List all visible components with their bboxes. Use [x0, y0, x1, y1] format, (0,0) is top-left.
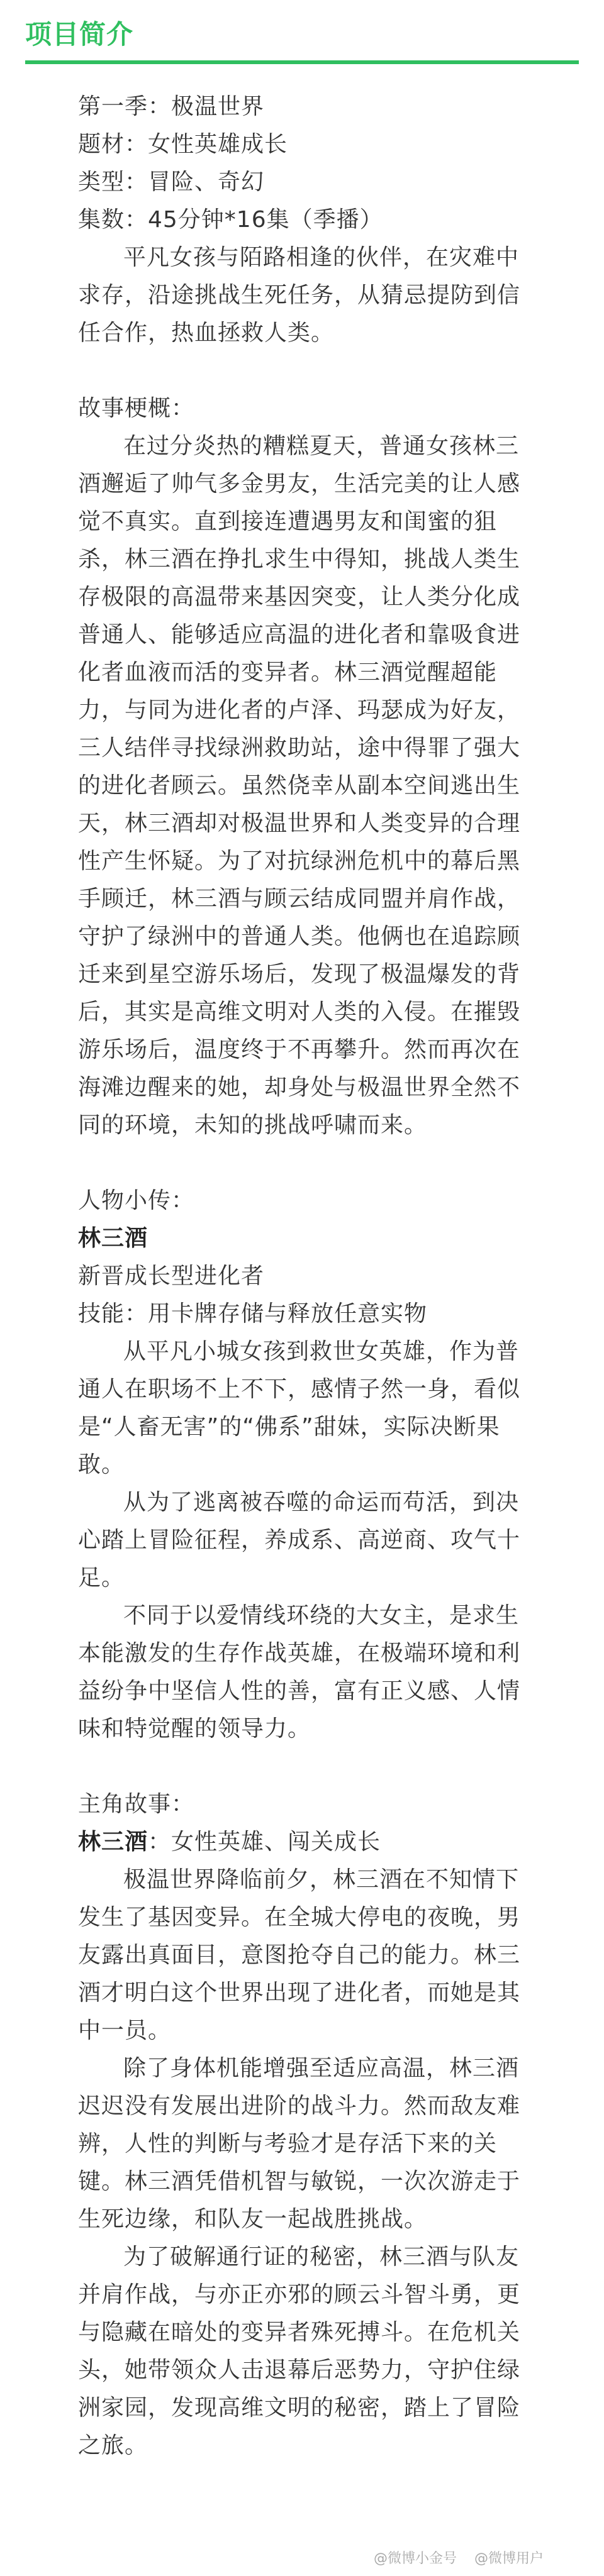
- watermark: [374, 2548, 544, 2567]
- character-subtitle: 新晋成长型进化者: [78, 1263, 265, 1289]
- story-heading: 主角故事：: [78, 1791, 195, 1817]
- characters-heading: 人物小传：: [78, 1188, 195, 1213]
- synopsis-heading: 故事梗概：: [78, 395, 195, 421]
- character-name: 林三酒: [78, 1225, 148, 1251]
- story-paragraph: 为了破解通行证的秘密，林三酒与队友并肩作战，与亦正亦邪的顾云斗智斗勇，更与隐藏在暗处的变异者殊死搏斗。在危机关头，她带领众人击退幕后恶势力，守护住绿洲家园，发现高维文明的秘密，踏上了冒险之旅。: [78, 2244, 521, 2458]
- story-paragraph: 极温世界降临前夕，林三酒在不知情下发生了基因变异。在全城大停电的夜晚，男友露出真面目，意图抢夺自己的能力。林三酒才明白这个世界出现了进化者，而她是其中一员。: [78, 1867, 521, 2043]
- theme-line: 题材：女性英雄成长: [78, 131, 288, 157]
- spacer: [78, 1748, 537, 1786]
- episodes-line: 集数：45分钟*16集（季播）: [78, 207, 383, 233]
- spacer: [78, 1144, 537, 1182]
- character-paragraph: 不同于以爱情线环绕的大女主，是求生本能激发的生存作战英雄，在极端环境和利益纷争中坚信人性的善，富有正义感、人情味和特觉醒的领导力。: [78, 1603, 521, 1742]
- story-role-line: [78, 1823, 537, 1861]
- character-skill: 技能：用卡牌存储与释放任意实物: [78, 1301, 428, 1327]
- spacer: [78, 352, 537, 390]
- logline-paragraph: 平凡女孩与陌路相逢的伙伴，在灾难中求存，沿途挑战生死任务，从猜忌提防到信任合作，热血拯救人类。: [78, 245, 521, 346]
- section-title: 项目简介: [25, 19, 134, 50]
- season-line: 第一季：极温世界: [78, 94, 265, 119]
- article-body: [78, 88, 537, 2465]
- story-name: 林三酒: [78, 1829, 148, 1855]
- story-tags: ：女性英雄、闯关成长: [148, 1829, 381, 1855]
- character-paragraph: 从为了逃离被吞噬的命运而苟活，到决心踏上冒险征程，养成系、高逆商、攻气十足。: [78, 1490, 521, 1591]
- genre-line: 类型：冒险、奇幻: [78, 169, 265, 195]
- synopsis-paragraph: 在过分炎热的糟糕夏天，普通女孩林三酒邂逅了帅气多金男友，生活完美的让人感觉不真实。直到接连遭遇男友和闺蜜的狙杀，林三酒在挣扎求生中得知，挑战人类生存极限的高温带来基因突变，让人类分化成普通人、能够适应高温的进化者和靠吸食进化者血液而活的变异者。林三酒觉醒超能力，与同为进化者的卢泽、玛瑟成为好友，三人结伴寻找绿洲救助站，途中得罪了强大的进化者顾云。虽然侥幸从副本空间逃出生天，林三酒却对极温世界和人类变异的合理性产生怀疑。为了对抗绿洲危机中的幕后黑手顾迁，林三酒与顾云结成同盟并肩作战，守护了绿洲中的普通人类。他俩也在追踪顾迁来到星空游乐场后，发现了极温爆发的背后，其实是高维文明对人类的入侵。在摧毁游乐场后，温度终于不再攀升。然而再次在海滩边醒来的她，却身处与极温世界全然不同的环境，未知的挑战呼啸而来。: [78, 433, 521, 1138]
- watermark-right: @微博用户: [474, 2551, 544, 2567]
- watermark-left: @微博小金号: [373, 2551, 457, 2567]
- story-paragraph: 除了身体机能增强至适应高温，林三酒迟迟没有发展出进阶的战斗力。然而敌友难辨，人性的判断与考验才是存活下来的关键。林三酒凭借机智与敏锐，一次次游走于生死边缘，和队友一起战胜挑战。: [78, 2055, 521, 2232]
- section-header: [25, 11, 579, 64]
- character-paragraph: 从平凡小城女孩到救世女英雄，作为普通人在职场不上不下，感情子然一身，看似是“人畜无害”的“佛系”甜妹，实际决断果敢。: [78, 1339, 521, 1478]
